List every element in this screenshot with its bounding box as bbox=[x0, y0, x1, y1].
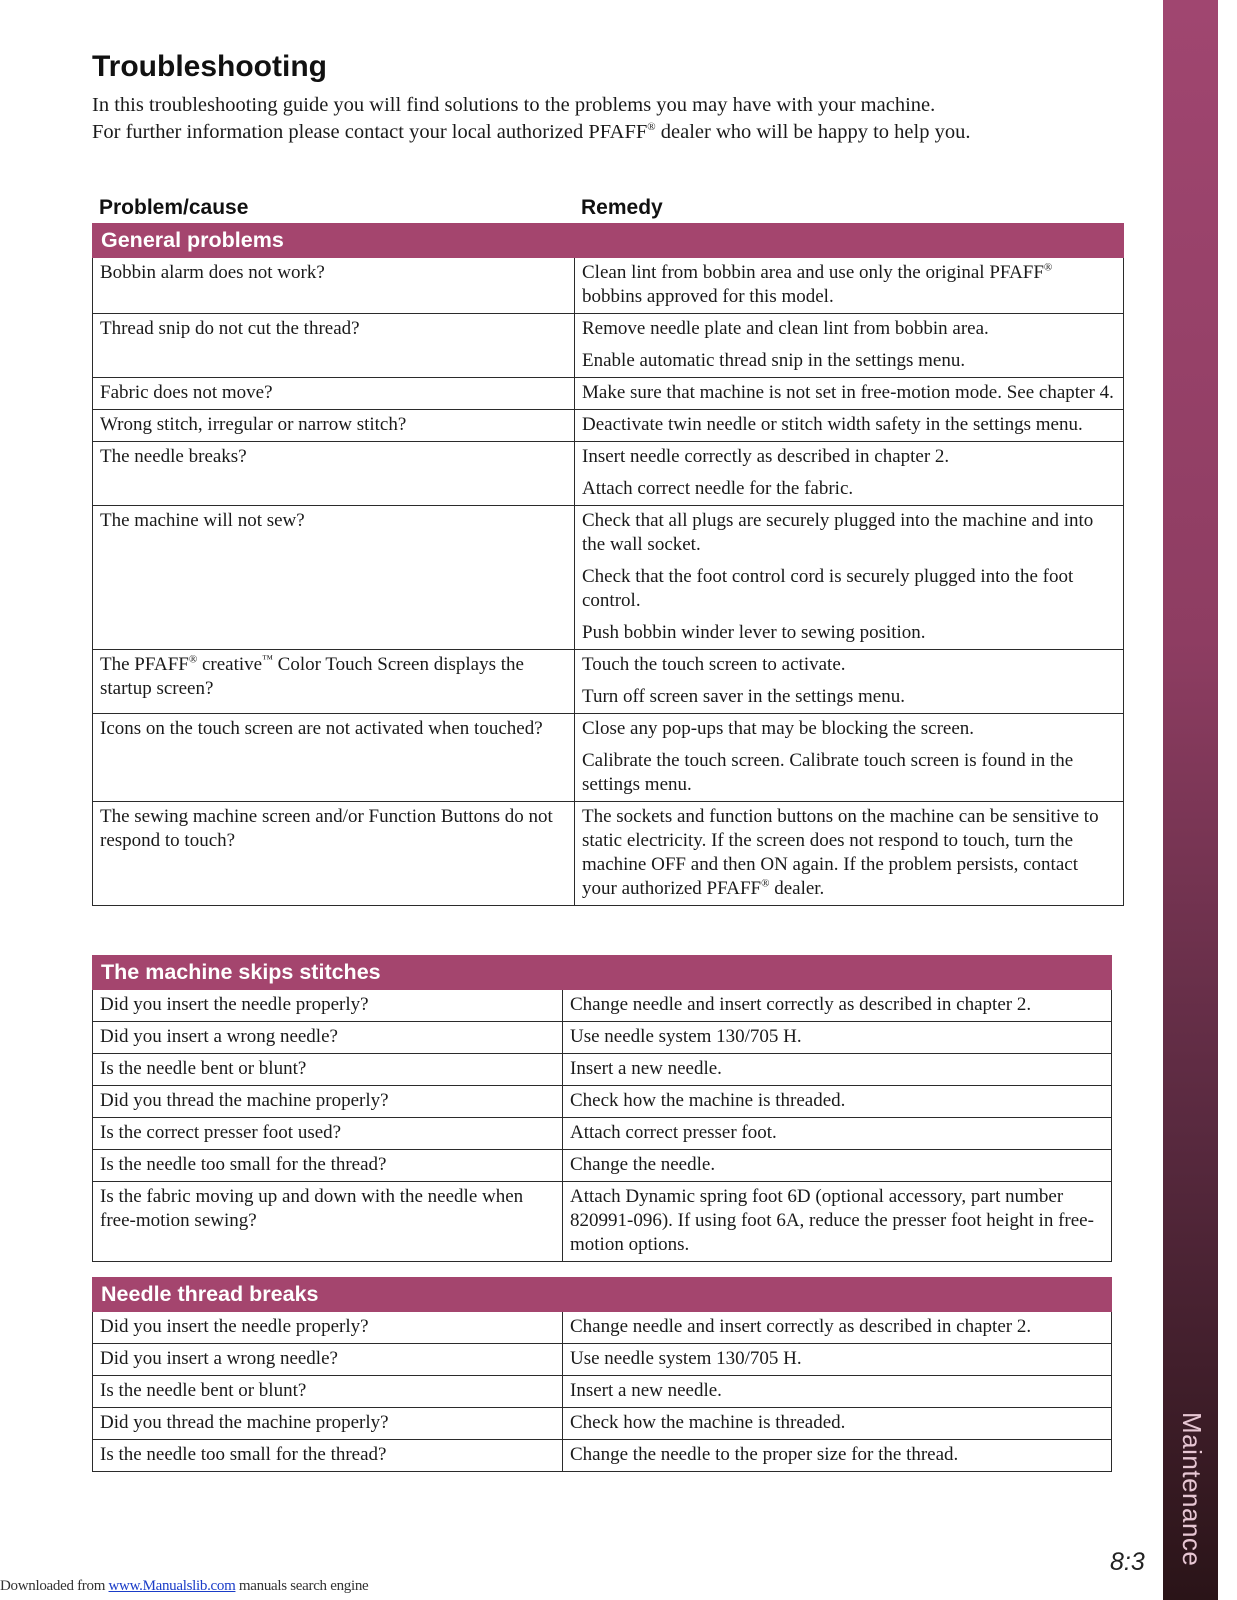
problem-cell bbox=[93, 1312, 563, 1344]
remedy-cell bbox=[575, 650, 1124, 714]
remedy-text: Attach correct needle for the fabric. bbox=[582, 478, 854, 499]
table-row bbox=[93, 1440, 1112, 1472]
problem-text: Did you insert a wrong needle? bbox=[100, 1026, 338, 1047]
section-header: General problems bbox=[93, 224, 1124, 258]
problem-text: Is the correct presser foot used? bbox=[100, 1122, 342, 1143]
problem-text: Bobbin alarm does not work? bbox=[100, 262, 325, 283]
table-row bbox=[93, 1182, 1112, 1262]
problem-cell bbox=[93, 410, 575, 442]
problem-cell bbox=[93, 1054, 563, 1086]
table-row bbox=[93, 802, 1124, 906]
remedy-text: Push bobbin winder lever to sewing position. bbox=[582, 622, 926, 643]
section-header: Needle thread breaks bbox=[93, 1278, 1112, 1312]
problem-cell bbox=[93, 802, 575, 906]
remedy-cell bbox=[575, 258, 1124, 314]
remedy-cell bbox=[563, 1086, 1112, 1118]
problem-text: Is the needle bent or blunt? bbox=[100, 1058, 307, 1079]
table-row bbox=[93, 1344, 1112, 1376]
remedy-cell bbox=[575, 442, 1124, 506]
remedy-text: Make sure that machine is not set in free-motion mode. See chapter 4. bbox=[582, 382, 1114, 403]
table-row bbox=[93, 990, 1112, 1022]
problem-text: Is the needle bent or blunt? bbox=[100, 1380, 307, 1401]
remedy-cell bbox=[563, 1408, 1112, 1440]
table-row bbox=[93, 650, 1124, 714]
troubleshooting-table-general bbox=[92, 223, 1124, 906]
remedy-cell bbox=[563, 1440, 1112, 1472]
remedy-cell bbox=[563, 1182, 1112, 1262]
remedy-cell bbox=[563, 1022, 1112, 1054]
problem-text: The machine will not sew? bbox=[100, 510, 305, 531]
intro-line-2b: dealer who will be happy to help you. bbox=[655, 121, 971, 143]
problem-cell bbox=[93, 442, 575, 506]
problem-cell bbox=[93, 1182, 563, 1262]
table-row bbox=[93, 1376, 1112, 1408]
problem-cell bbox=[93, 990, 563, 1022]
remedy-text: Touch the touch screen to activate. bbox=[582, 654, 846, 675]
section-header: The machine skips stitches bbox=[93, 956, 1112, 990]
remedy-text: Clean lint from bobbin area and use only the original PFAFF® bobbins approved for this model. bbox=[582, 261, 1053, 307]
problem-text: Is the fabric moving up and down with the needle when free-motion sewing? bbox=[100, 1186, 524, 1231]
problem-cell bbox=[93, 506, 575, 650]
manualslib-link[interactable]: www.Manualslib.com bbox=[108, 1578, 236, 1594]
registered-mark: ® bbox=[1043, 261, 1053, 274]
intro-line-2a: For further information please contact your local authorized PFAFF bbox=[92, 121, 648, 143]
table-row bbox=[93, 442, 1124, 506]
problem-cell bbox=[93, 650, 575, 714]
remedy-text: Change needle and insert correctly as described in chapter 2. bbox=[570, 994, 1032, 1015]
remedy-text: Remove needle plate and clean lint from bobbin area. bbox=[582, 318, 989, 339]
remedy-cell bbox=[563, 1150, 1112, 1182]
remedy-text: Enable automatic thread snip in the settings menu. bbox=[582, 350, 966, 371]
table-row bbox=[93, 1054, 1112, 1086]
remedy-text: Insert a new needle. bbox=[570, 1058, 722, 1079]
table-row bbox=[93, 714, 1124, 802]
remedy-cell bbox=[575, 714, 1124, 802]
problem-text: The needle breaks? bbox=[100, 446, 247, 467]
remedy-text: Calibrate the touch screen. Calibrate touch screen is found in the settings menu. bbox=[582, 750, 1074, 795]
problem-text: Did you insert the needle properly? bbox=[100, 1316, 369, 1337]
table-row bbox=[93, 1118, 1112, 1150]
registered-mark: ® bbox=[647, 121, 656, 134]
table-row bbox=[93, 1086, 1112, 1118]
trademark-mark: ™ bbox=[262, 653, 273, 666]
problem-text: Wrong stitch, irregular or narrow stitch? bbox=[100, 414, 407, 435]
table-row bbox=[93, 378, 1124, 410]
remedy-cell bbox=[575, 802, 1124, 906]
footer-suffix: manuals search engine bbox=[235, 1578, 369, 1594]
intro-line-1: In this troubleshooting guide you will find solutions to the problems you may have with your machine. bbox=[92, 94, 936, 116]
problem-cell bbox=[93, 1150, 563, 1182]
download-footer bbox=[0, 1578, 368, 1595]
remedy-text: Change the needle to the proper size for the thread. bbox=[570, 1444, 959, 1465]
registered-mark: ® bbox=[761, 877, 770, 890]
page-number: 8:3 bbox=[1110, 1548, 1145, 1576]
table-row bbox=[93, 1312, 1112, 1344]
remedy-cell bbox=[563, 1344, 1112, 1376]
problem-cell bbox=[93, 258, 575, 314]
problem-cell bbox=[93, 1440, 563, 1472]
remedy-cell bbox=[563, 1312, 1112, 1344]
problem-text: Thread snip do not cut the thread? bbox=[100, 318, 360, 339]
remedy-text: Insert needle correctly as described in chapter 2. bbox=[582, 446, 950, 467]
problem-cell bbox=[93, 1376, 563, 1408]
problem-cell bbox=[93, 1022, 563, 1054]
remedy-cell bbox=[575, 410, 1124, 442]
problem-text: Fabric does not move? bbox=[100, 382, 273, 403]
problem-cell bbox=[93, 1086, 563, 1118]
problem-text: Did you insert the needle properly? bbox=[100, 994, 369, 1015]
chapter-tab-label: Maintenance bbox=[1177, 1412, 1207, 1567]
remedy-text: Check that the foot control cord is securely plugged into the foot control. bbox=[582, 566, 1074, 611]
column-header-problem: Problem/cause bbox=[99, 196, 249, 219]
problem-text: Did you thread the machine properly? bbox=[100, 1412, 389, 1433]
problem-cell bbox=[93, 378, 575, 410]
problem-text: Did you thread the machine properly? bbox=[100, 1090, 389, 1111]
remedy-cell bbox=[575, 314, 1124, 378]
remedy-text: Change the needle. bbox=[570, 1154, 716, 1175]
page-title: Troubleshooting bbox=[92, 50, 327, 83]
remedy-text: Attach Dynamic spring foot 6D (optional accessory, part number 820991-096). If using foot 6A, reduce the presser foot height in free-motion options. bbox=[570, 1186, 1094, 1255]
footer-prefix: Downloaded from bbox=[0, 1578, 109, 1594]
problem-cell bbox=[93, 714, 575, 802]
remedy-text: Check how the machine is threaded. bbox=[570, 1412, 846, 1433]
table-row bbox=[93, 1408, 1112, 1440]
problem-text: Is the needle too small for the thread? bbox=[100, 1154, 387, 1175]
table-row bbox=[93, 1022, 1112, 1054]
table-row bbox=[93, 258, 1124, 314]
problem-text: Is the needle too small for the thread? bbox=[100, 1444, 387, 1465]
problem-cell bbox=[93, 1408, 563, 1440]
remedy-text: Deactivate twin needle or stitch width safety in the settings menu. bbox=[582, 414, 1083, 435]
column-header-remedy: Remedy bbox=[581, 196, 663, 219]
problem-text: The PFAFF® creative™ Color Touch Screen displays the startup screen? bbox=[100, 653, 524, 699]
chapter-tab-sidebar bbox=[1163, 0, 1218, 1600]
remedy-cell bbox=[563, 1054, 1112, 1086]
remedy-text: Use needle system 130/705 H. bbox=[570, 1026, 802, 1047]
troubleshooting-table-thread-breaks bbox=[92, 1277, 1112, 1472]
remedy-text: Check that all plugs are securely plugged into the machine and into the wall socket. bbox=[582, 510, 1094, 555]
troubleshooting-table-skips-stitches bbox=[92, 955, 1112, 1262]
remedy-text: Use needle system 130/705 H. bbox=[570, 1348, 802, 1369]
table-row bbox=[93, 1150, 1112, 1182]
remedy-text: Attach correct presser foot. bbox=[570, 1122, 777, 1143]
problem-cell bbox=[93, 1118, 563, 1150]
intro-line-2 bbox=[92, 119, 1152, 146]
remedy-text: Insert a new needle. bbox=[570, 1380, 722, 1401]
table-row bbox=[93, 314, 1124, 378]
problem-cell bbox=[93, 314, 575, 378]
intro-paragraph bbox=[92, 92, 1152, 146]
table-row bbox=[93, 410, 1124, 442]
remedy-text: Change needle and insert correctly as described in chapter 2. bbox=[570, 1316, 1032, 1337]
registered-mark: ® bbox=[188, 653, 198, 666]
remedy-text: Turn off screen saver in the settings menu. bbox=[582, 686, 905, 707]
remedy-cell bbox=[563, 990, 1112, 1022]
remedy-text: The sockets and function buttons on the machine can be sensitive to static electricity. If the screen does not respond to touch, turn the machine OFF and then ON again. If the problem persists, contact your authorized PFAFF® dealer. bbox=[582, 806, 1099, 899]
problem-text: The sewing machine screen and/or Function Buttons do not respond to touch? bbox=[100, 806, 553, 851]
problem-text: Did you insert a wrong needle? bbox=[100, 1348, 338, 1369]
remedy-cell bbox=[563, 1376, 1112, 1408]
remedy-cell bbox=[575, 378, 1124, 410]
remedy-text: Close any pop-ups that may be blocking the screen. bbox=[582, 718, 975, 739]
problem-text: Icons on the touch screen are not activated when touched? bbox=[100, 718, 543, 739]
remedy-cell bbox=[563, 1118, 1112, 1150]
remedy-text: Check how the machine is threaded. bbox=[570, 1090, 846, 1111]
problem-cell bbox=[93, 1344, 563, 1376]
table-row bbox=[93, 506, 1124, 650]
remedy-cell bbox=[575, 506, 1124, 650]
